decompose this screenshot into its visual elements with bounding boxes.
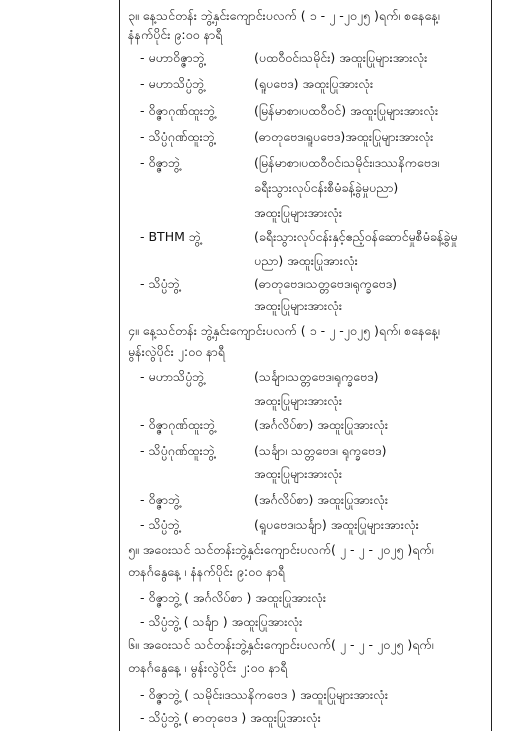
list-item-label: - ဝိဇ္ဇာဘွဲ့ xyxy=(140,492,181,507)
list-item-label: - မဟာသိပ္ပံဘွဲ့ xyxy=(140,76,205,91)
list-item-desc: (အင်္ဂလိပ်စာ) အထူးပြုအားလုံး xyxy=(254,492,389,507)
list-item: - ဝိဇ္ဇာဘွဲ့ ( အင်္ဂလိပ်စာ ) အထူးပြုအားလုံး xyxy=(140,590,327,605)
list-item-label: - သိပ္ပံဂုဏ်ထူးဘွဲ့ xyxy=(140,443,215,458)
list-item-label: - မဟာသိပ္ပံဘွဲ့ xyxy=(140,369,205,384)
list-item-label: - သိပ္ပံဘွဲ့ xyxy=(140,276,180,291)
section-3-heading: ၃။ နေ့သင်တန်း ဘွဲ့နှင်းကျောင်းပလက် ( ၁ - ၂ -၂၀၂၅ )ရက်၊ စနေနေ့၊ xyxy=(128,8,440,23)
list-item-desc: အထူးပြုများအားလုံး xyxy=(254,466,343,481)
list-item-desc: (ခရီးသွားလုပ်ငန်းနှင့်ဧည့်ဝန်ဆောင်မှုစီမံခန့်ခွဲမှု xyxy=(254,229,458,244)
section-5-heading-cont: တနင်္ဂနွေနေ့ ၊ နံနက်ပိုင်း ၉:၀၀ နာရီ xyxy=(128,564,285,579)
section-4-heading-cont: မွန်းလွဲပိုင်း ၂:၀၀ နာရီ xyxy=(128,344,225,359)
section-6-heading-cont: တနင်္ဂနွေနေ့ ၊ မွန်းလွဲပိုင်း ၂:၀၀ နာရီ xyxy=(128,660,288,675)
list-item: - သိပ္ပံဘွဲ့ ( သင်္ချာ ) အထူးပြုအားလုံး xyxy=(140,614,303,629)
list-item-desc: (ရူပဗေဒ) အထူးပြုအားလုံး xyxy=(254,76,374,91)
list-item-desc: (ဓာတုဗေဒ၊သတ္တဗေဒ၊ရုက္ခဗေဒ) xyxy=(254,276,398,291)
section-3-heading-cont: နံနက်ပိုင်း ၉:၀၀ နာရီ xyxy=(128,27,223,42)
list-item-desc: (ပထဝီဝင်၊သမိုင်း) အထူးပြုများအားလုံး xyxy=(254,50,428,65)
list-item-desc: (မြန်မာစာ၊ပထဝီဝင်၊သမိုင်း၊ဒဿနိကဗေဒ၊ xyxy=(254,155,440,170)
list-item: - ဝိဇ္ဇာဘွဲ့ ( သမိုင်း၊ဒဿနိကဗေဒ ) အထူးပြုများအားလုံး xyxy=(140,687,389,702)
list-item-desc: (ရူပဗေဒ၊သင်္ချာ) အထူးပြုများအားလုံး xyxy=(254,517,419,532)
list-item-desc: အထူးပြုများအားလုံး xyxy=(254,298,343,313)
list-item-desc: (အင်္ဂလိပ်စာ) အထူးပြုအားလုံး xyxy=(254,417,389,432)
list-item-label: - သိပ္ပံဂုဏ်ထူးဘွဲ့ xyxy=(140,129,215,144)
list-item-label: - ဝိဇ္ဇာဘွဲ့ xyxy=(140,155,181,170)
list-item-desc: အထူးပြုများအားလုံး xyxy=(254,205,343,220)
list-item: - သိပ္ပံဘွဲ့ ( ဓာတုဗေဒ ) အထူးပြုအားလုံး xyxy=(140,710,321,725)
table-right-border xyxy=(491,0,492,731)
list-item-label: - ဝိဇ္ဇာဂုဏ်ထူးဘွဲ့ xyxy=(140,103,216,118)
section-5-heading: ၅။ အဝေးသင် သင်တန်းဘွဲ့နှင်းကျောင်းပလက်( ၂ - ၂ - ၂၀၂၅ )ရက်၊ xyxy=(128,542,434,557)
table-left-border xyxy=(119,0,120,731)
list-item-desc: (သင်္ချာ၊သတ္တဗေဒ၊ရုက္ခဗေဒ) xyxy=(254,369,379,384)
list-item-label: - သိပ္ပံဘွဲ့ xyxy=(140,517,180,532)
section-6-heading: ၆။ အဝေးသင် သင်တန်းဘွဲ့နှင်းကျောင်းပလက်( ၂ - ၂ - ၂၀၂၅ )ရက်၊ xyxy=(128,637,434,652)
list-item-desc: (ဓာတုဗေဒ၊ရူပဗေဒ)အထူးပြုများအားလုံး xyxy=(254,129,434,144)
section-4-heading: ၄။ နေ့သင်တန်း ဘွဲ့နှင်းကျောင်းပလက် ( ၁ - ၂ -၂၀၂၅ )ရက်၊ စနေနေ့၊ xyxy=(128,323,440,338)
list-item-label: - BTHM ဘွဲ့ xyxy=(140,229,201,244)
list-item-label: - ဝိဇ္ဇာဂုဏ်ထူးဘွဲ့ xyxy=(140,417,216,432)
list-item-desc: (သင်္ချာ၊ သတ္တဗေဒ၊ ရုက္ခဗေဒ) xyxy=(254,443,387,458)
list-item-desc: (မြန်မာစာ၊ပထဝီဝင်) အထူးပြုများအားလုံး xyxy=(254,103,439,118)
list-item-label: - မဟာဝိဇ္ဇာဘွဲ့ xyxy=(140,50,205,65)
list-item-desc: ခရီးသွားလုပ်ငန်းစီမံခန့်ခွဲမှုပညာ) xyxy=(254,180,399,195)
list-item-desc: အထူးပြုများအားလုံး xyxy=(254,393,343,408)
list-item-desc: ပညာ) အထူးပြုအားလုံး xyxy=(254,253,358,268)
